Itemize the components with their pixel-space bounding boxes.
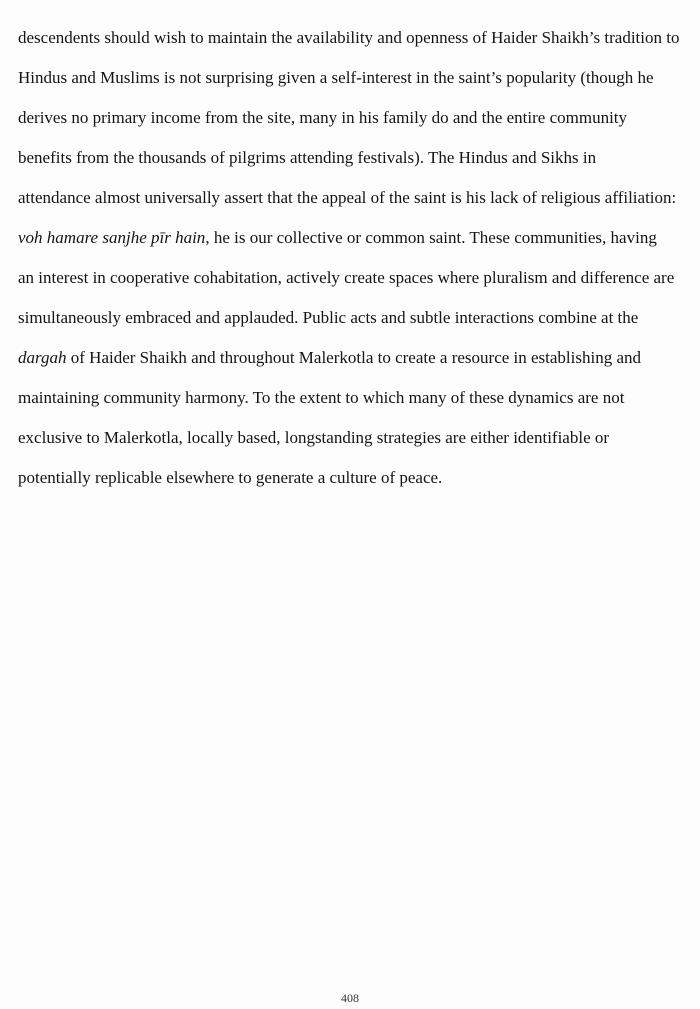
text-line [18, 342, 700, 382]
line-text: exclusive to Malerkotla, locally based, longstanding strategies are either identifiable or [18, 428, 610, 447]
italic-phrase: dargah [18, 348, 67, 367]
line-text: simultaneously embraced and applauded. Public acts and subtle interactions combine at the [18, 308, 639, 327]
line-text: benefits from the thousands of pilgrims attending festivals). The Hindus and Sikhs in [18, 148, 597, 167]
text-line [18, 22, 700, 62]
line-text: attendance almost universally assert that the appeal of the saint is his lack of religious affiliation: [18, 188, 677, 207]
line-text: an interest in cooperative cohabitation, actively create spaces where pluralism and difference are [18, 268, 675, 287]
text-line [18, 382, 700, 422]
text-line [18, 142, 700, 182]
text-line [18, 182, 700, 222]
text-line [18, 222, 700, 262]
body-paragraph [18, 22, 700, 502]
line-text: , he is our collective or common saint. These communities, having [205, 228, 657, 247]
text-line [18, 302, 700, 342]
text-line [18, 102, 700, 142]
line-text: descendents should wish to maintain the availability and openness of Haider Shaikh’s tradition to [18, 28, 680, 47]
text-line [18, 262, 700, 302]
text-line [18, 422, 700, 462]
line-text: maintaining community harmony. To the extent to which many of these dynamics are not [18, 388, 625, 407]
italic-phrase: voh hamare sanjhe pīr hain [18, 228, 206, 247]
line-text: of Haider Shaikh and throughout Malerkotla to create a resource in establishing and [66, 348, 642, 367]
line-text: Hindus and Muslims is not surprising given a self-interest in the saint’s popularity (though he [18, 68, 654, 87]
line-text: potentially replicable elsewhere to generate a culture of peace. [18, 468, 443, 487]
text-line [18, 462, 700, 502]
page-number: 408 [341, 991, 359, 1005]
line-text: derives no primary income from the site, many in his family do and the entire community [18, 108, 628, 127]
text-line [18, 62, 700, 102]
